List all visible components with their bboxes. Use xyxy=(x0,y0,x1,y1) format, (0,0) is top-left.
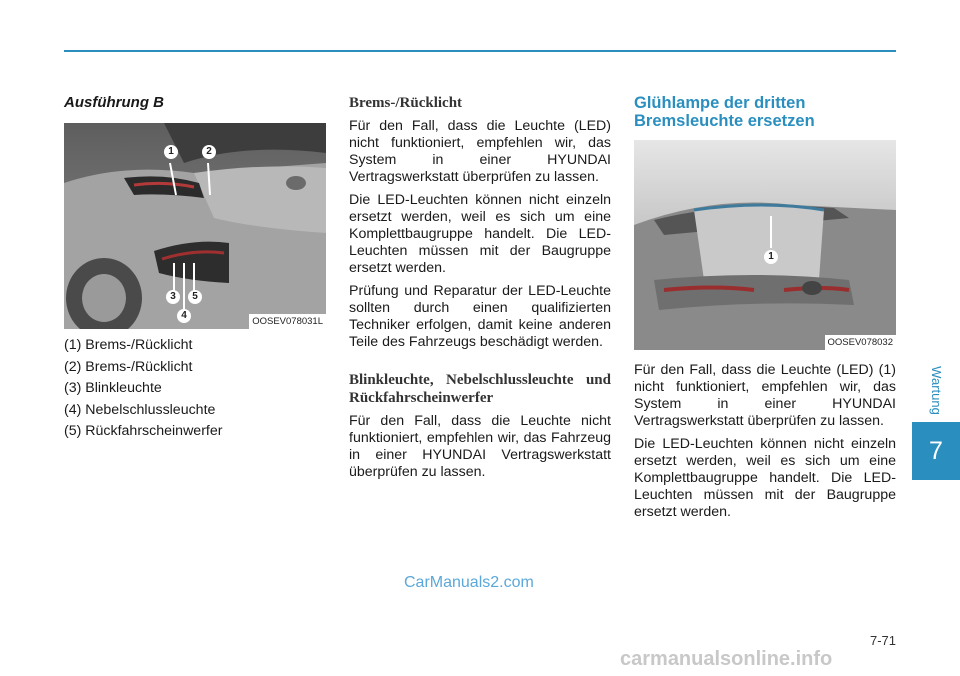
column-left xyxy=(64,94,326,443)
list-item: (1) Brems-/Rücklicht xyxy=(64,337,193,353)
figure-rear-lights xyxy=(64,123,326,329)
column-right xyxy=(634,94,896,521)
figure-third-brake-light xyxy=(634,140,896,350)
page-number: 7-71 xyxy=(869,633,896,648)
callout-marker-2: 2 xyxy=(202,145,216,159)
heading-variant-b: Ausführung B xyxy=(64,94,164,111)
paragraph: Für den Fall, dass die Leuchte (LED) nicht funktioniert, empfehlen wir, das System in einer HYUNDAI Vertragswerkstatt überprüfen zu lassen. xyxy=(349,118,611,185)
callout-marker-3: 3 xyxy=(166,290,180,304)
paragraph: Für den Fall, dass die Leuchte (LED) (1) nicht funktioniert, empfehlen wir, das System in einer HYUNDAI Vertragswerkstatt überprüfen zu lassen. xyxy=(634,362,896,429)
heading-brake-tail-light: Brems-/Rücklicht xyxy=(349,95,463,111)
chapter-number-tab: 7 xyxy=(912,422,960,480)
watermark: CarManuals2.com xyxy=(404,574,534,591)
list-item: (4) Nebelschlussleuchte xyxy=(64,401,216,418)
callout-marker-1: 1 xyxy=(164,145,178,159)
list-item: (2) Brems-/Rücklicht xyxy=(64,358,193,375)
footer-watermark: carmanualsonline.info xyxy=(620,648,833,670)
top-rule xyxy=(64,50,896,52)
column-middle xyxy=(349,94,611,481)
callout-marker-5: 5 xyxy=(188,290,202,304)
heading-indicator-lights: Blinkleuchte, Nebelschlussleuchte und Rückfahrscheinwerfer xyxy=(349,372,611,406)
section-tab-label: Wartung xyxy=(928,365,944,415)
paragraph: Für den Fall, dass die Leuchte nicht funktioniert, empfehlen wir, das Fahrzeug in einer HYUNDAI Vertragswerkstatt überprüfen zu lassen. xyxy=(349,413,611,480)
heading-third-brake-light: Glühlampe der dritten Bremsleuchte ersetzen xyxy=(634,94,815,130)
figure-code: OOSEV078032 xyxy=(825,335,897,350)
third-brake-light-illustration xyxy=(634,140,896,350)
paragraph: Die LED-Leuchten können nicht einzeln ersetzt werden, weil es sich um eine Komplettbaugruppe handelt. Die LED-Leuchten müssen mit der Baugruppe ersetzt werden. xyxy=(634,436,896,520)
list-item: (5) Rückfahrscheinwerfer xyxy=(64,423,223,439)
paragraph: Die LED-Leuchten können nicht einzeln ersetzt werden, weil es sich um eine Komplettbaugruppe handelt. Die LED-Leuchten müssen mit der Baugruppe ersetzt werden. xyxy=(349,192,611,276)
callout-marker-4: 4 xyxy=(177,309,191,323)
figure-code: OOSEV078031L xyxy=(249,314,326,329)
parts-list xyxy=(64,335,326,443)
paragraph: Prüfung und Reparatur der LED-Leuchte sollten durch einen qualifizierten Techniker erfolgen, damit keine anderen Teile des Fahrzeugs beschädigt werden. xyxy=(349,283,611,350)
list-item: (3) Blinkleuchte xyxy=(64,380,162,396)
callout-marker-1: 1 xyxy=(764,250,778,264)
